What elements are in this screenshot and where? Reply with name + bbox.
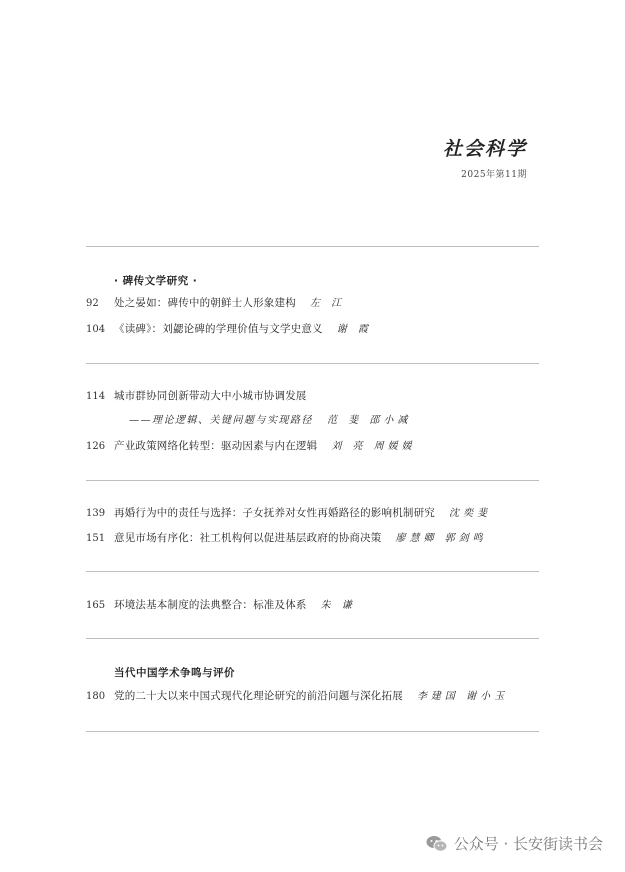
article-authors: 范 斐 邵小减 <box>327 415 412 426</box>
article-title: 产业政策网络化转型：驱动因素与内在逻辑 <box>114 440 318 452</box>
journal-title: 社会科学 <box>442 138 527 160</box>
page-number: 151 <box>86 533 106 544</box>
article-title: 党的二十大以来中国式现代化理论研究的前沿问题与深化拓展 <box>114 690 403 702</box>
article-title: 再婚行为中的责任与选择：子女抚养对女性再婚路径的影响机制研究 <box>114 507 435 519</box>
masthead <box>443 134 527 180</box>
toc-entry[interactable] <box>86 531 545 545</box>
divider-rule <box>86 246 539 247</box>
toc-entry[interactable] <box>86 506 545 520</box>
article-subtitle-line <box>129 414 411 428</box>
divider-rule <box>86 638 539 639</box>
divider-rule <box>86 571 539 572</box>
article-authors: 廖慧卿 郭剑鸣 <box>395 533 487 544</box>
toc-entry[interactable] <box>86 322 545 336</box>
page-number: 165 <box>86 600 106 611</box>
toc-entry[interactable] <box>86 439 545 453</box>
article-authors: 左 江 <box>309 298 346 309</box>
section-heading: 当代中国学术争鸣与评价 <box>114 667 235 679</box>
article-title: 《读碑》：刘勰论碑的学理价值与文学史意义 <box>114 323 323 335</box>
page-number: 114 <box>86 391 106 402</box>
article-title: 环境法基本制度的法典整合：标准及体系 <box>114 599 307 611</box>
toc-entry[interactable] <box>86 389 545 403</box>
divider-rule <box>86 731 539 732</box>
toc-entry[interactable] <box>86 689 545 703</box>
issue-number: 2025年第11期 <box>461 170 527 180</box>
wechat-icon <box>426 835 448 853</box>
article-authors: 刘 亮 周媛媛 <box>331 441 416 452</box>
page-number: 139 <box>86 508 106 519</box>
wechat-watermark <box>426 833 603 854</box>
toc-entry[interactable] <box>86 598 545 612</box>
article-authors: 李建国 谢小玉 <box>416 691 509 702</box>
article-title: 处之晏如：碑传中的朝鲜士人形象建构 <box>114 297 296 309</box>
page-number: 104 <box>86 324 106 335</box>
article-subtitle: ——理论逻辑、关键问题与实现路径 <box>129 415 313 426</box>
toc-entry[interactable] <box>86 296 545 310</box>
watermark-text: 公众号 · 长安街读书会 <box>453 835 603 853</box>
page-number: 180 <box>86 691 106 702</box>
article-title: 意见市场有序化：社工机构何以促进基层政府的协商决策 <box>114 532 382 544</box>
divider-rule <box>86 480 539 481</box>
page-number: 92 <box>86 298 99 309</box>
article-title: 城市群协同创新带动大中小城市协调发展 <box>114 390 307 402</box>
article-authors: 朱 谦 <box>320 600 356 611</box>
section-heading: · 碑传文学研究 · <box>114 275 198 287</box>
article-authors: 谢 霞 <box>336 324 372 335</box>
divider-rule <box>86 363 539 364</box>
article-authors: 沈奕斐 <box>449 508 491 519</box>
page-number: 126 <box>86 441 106 452</box>
